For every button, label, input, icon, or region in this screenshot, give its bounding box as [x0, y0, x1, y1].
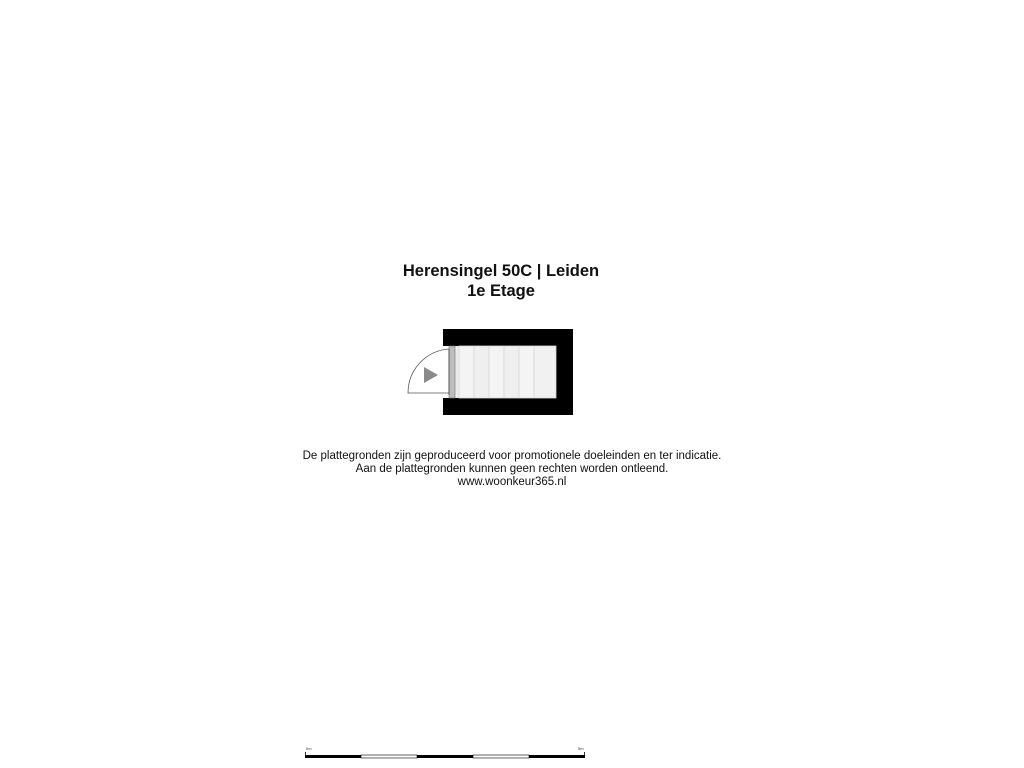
stair-tread [459, 346, 474, 398]
disclaimer-line-1: De plattegronden zijn geproduceerd voor promotionele doeleinden en ter indicatie. [302, 450, 722, 462]
wall-right [556, 329, 573, 415]
disclaimer [0, 450, 1024, 488]
scale-segment [305, 755, 361, 758]
stair-tread [504, 346, 519, 398]
stair-tread [519, 346, 534, 398]
scale-segment [473, 755, 529, 758]
wall-bottom [443, 398, 573, 415]
stair-tread [489, 346, 504, 398]
scale-segment [529, 755, 585, 758]
stair-tread [474, 346, 489, 398]
floor-label: 1e Etage [467, 282, 535, 300]
disclaimer-line-2: Aan de plattegronden kunnen geen rechten worden ontleend. [355, 462, 669, 475]
scale-start-label: 0m [306, 746, 312, 751]
stair-rail [449, 346, 455, 398]
stair-landing [534, 346, 556, 398]
wall-top [443, 329, 573, 346]
scale-segment [361, 755, 417, 758]
entrance-door [408, 349, 449, 395]
scale-bar-graphic [305, 750, 585, 760]
scale-end-label: 5m [578, 746, 584, 751]
staircase [449, 346, 556, 398]
website-link[interactable]: www.woonkeur365.nl [457, 475, 567, 488]
plan-title: Herensingel 50C | Leiden [402, 262, 600, 280]
scale-segment [417, 755, 473, 758]
wall-left-top [443, 329, 449, 346]
scale-bar [305, 747, 585, 757]
